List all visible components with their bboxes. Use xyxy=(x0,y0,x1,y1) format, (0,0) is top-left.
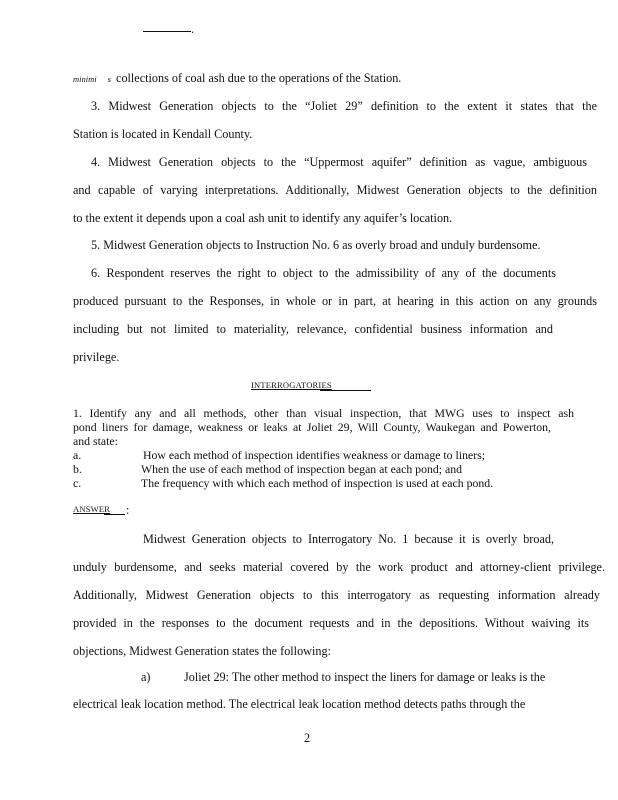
interrogatory-1-line-2: pond liners for damage, weakness or leaks at Joliet 29, Will County, Waukegan and Powerton, xyxy=(73,420,551,434)
subitem-c-text: The frequency with which each method of inspection is used at each pond. xyxy=(141,476,494,490)
subitem-c-label: c. xyxy=(73,476,82,490)
answer-rule xyxy=(104,514,125,515)
answer-colon: : xyxy=(126,503,130,517)
fragment-text: collections of coal ash due to the operations of the Station. xyxy=(116,71,402,85)
objection-6-line-4: privilege. xyxy=(73,350,120,364)
subitem-b-label: b. xyxy=(73,462,82,476)
interrogatories-heading: INTERROGATORIES xyxy=(251,380,332,390)
interrogatory-1-line-3: and state: xyxy=(73,434,118,448)
answer-line-5: objections, Midwest Generation states the following: xyxy=(73,644,331,658)
top-mark: . xyxy=(191,22,195,36)
page-number: 2 xyxy=(304,731,311,745)
heading-rule xyxy=(320,390,371,391)
objection-6-line-2: produced pursuant to the Responses, in whole or in part, at hearing in this action on any grounds xyxy=(73,294,597,308)
top-rule xyxy=(143,31,191,32)
answer-line-2: unduly burdensome, and seeks material covered by the work product and attorney-client privilege. xyxy=(73,560,605,574)
answer-last-line: electrical leak location method. The electrical leak location method detects paths through the xyxy=(73,697,526,711)
subitem-b-text: When the use of each method of inspection began at each pond; and xyxy=(141,462,463,476)
objection-3-line-1: 3. Midwest Generation objects to the “Joliet 29” definition to the extent it states that the xyxy=(91,99,597,113)
objection-4-line-1: 4. Midwest Generation objects to the “Uppermost aquifer” definition as vague, ambiguous xyxy=(91,155,587,169)
objection-5: 5. Midwest Generation objects to Instruction No. 6 as overly broad and unduly burdensome. xyxy=(91,238,541,252)
fragment-s: s xyxy=(107,74,111,84)
answer-subitem-a-text: Joliet 29: The other method to inspect the liners for damage or leaks is the xyxy=(184,670,546,684)
subitem-a-text: How each method of inspection identifies weakness or damage to liners; xyxy=(143,448,486,462)
answer-line-4: provided in the responses to the document requests and in the depositions. Without waiving its xyxy=(73,616,589,630)
answer-line-1: Midwest Generation objects to Interrogatory No. 1 because it is overly broad, xyxy=(143,532,554,546)
answer-subitem-a-label: a) xyxy=(141,670,151,684)
answer-line-3: Additionally, Midwest Generation objects to this interrogatory as requesting information already xyxy=(73,588,600,602)
interrogatory-1-line-1: 1. Identify any and all methods, other than visual inspection, that MWG uses to inspect ash xyxy=(73,406,574,420)
objection-6-line-1: 6. Respondent reserves the right to object to the admissibility of any of the documents xyxy=(91,266,556,280)
objection-3-line-2: Station is located in Kendall County. xyxy=(73,127,253,141)
answer-label: ANSWER xyxy=(73,504,111,514)
fragment-lead: minimi xyxy=(73,74,97,84)
objection-4-line-3: to the extent it depends upon a coal ash unit to identify any aquifer’s location. xyxy=(73,211,453,225)
subitem-a-label: a. xyxy=(73,448,82,462)
objection-4-line-2: and capable of varying interpretations. Additionally, Midwest Generation objects to the definition xyxy=(73,183,597,197)
paragraph-fragment xyxy=(73,71,401,86)
objection-6-line-3: including but not limited to materiality, relevance, confidential business information and xyxy=(73,322,553,336)
